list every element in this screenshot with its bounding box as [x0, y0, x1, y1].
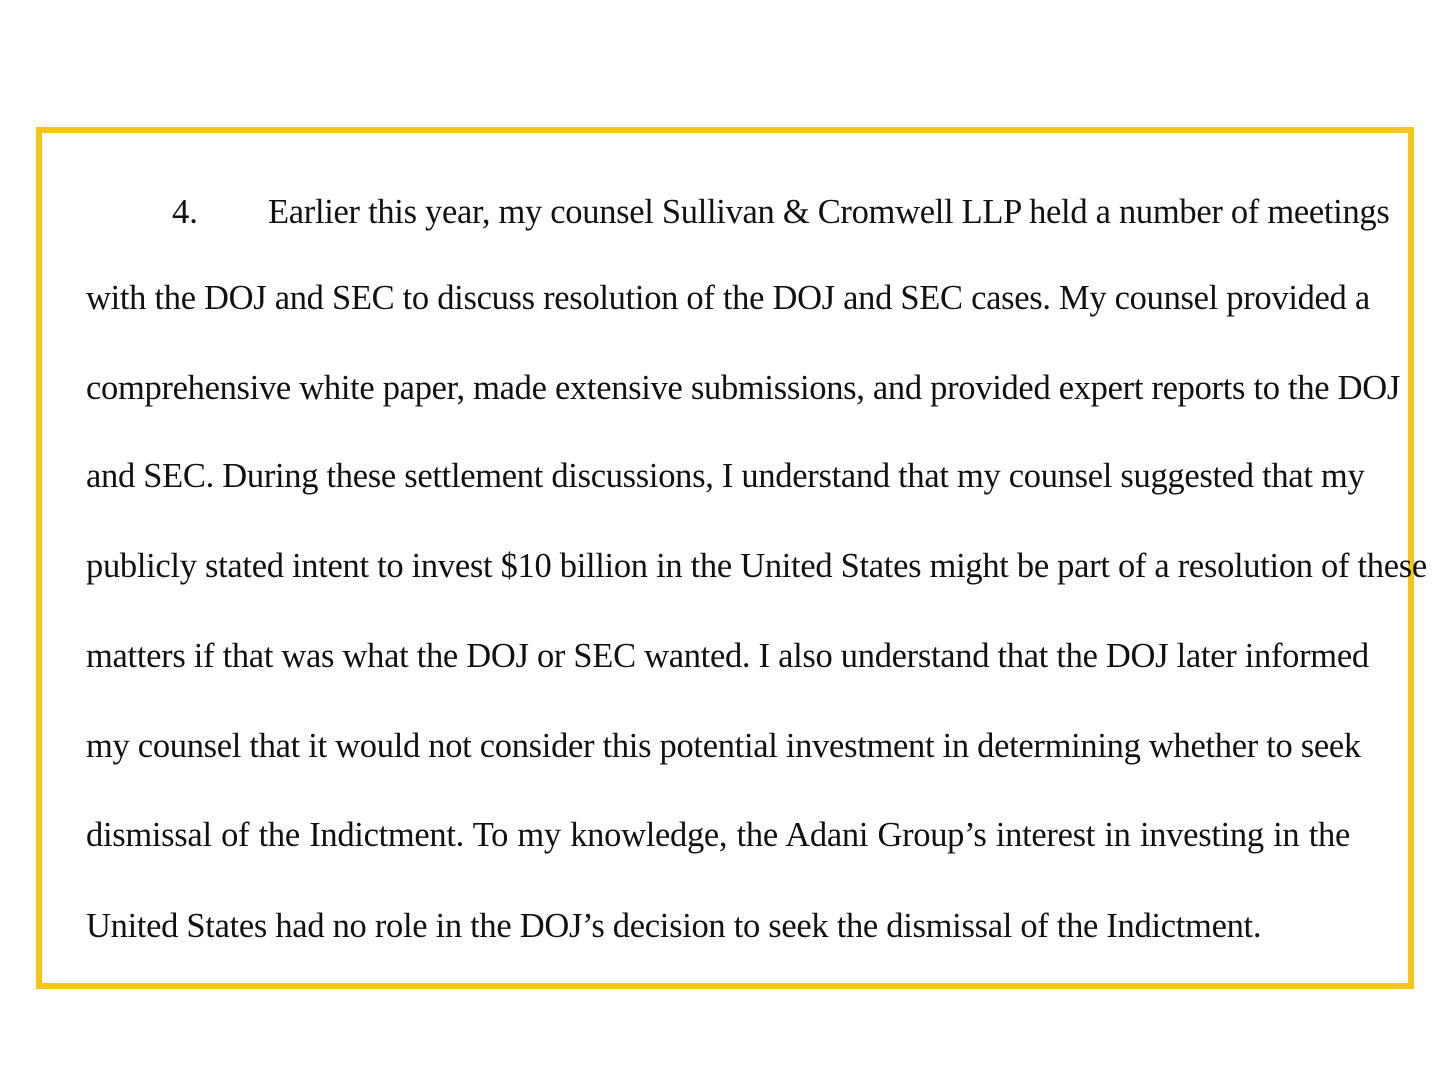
- paragraph-line-2: with the DOJ and SEC to discuss resolution of the DOJ and SEC cases. My counsel provided a: [86, 279, 1370, 317]
- paragraph-line-4: and SEC. During these settlement discussions, I understand that my counsel suggested that my: [86, 457, 1365, 495]
- paragraph-line-3: comprehensive white paper, made extensive submissions, and provided expert reports to the DOJ: [86, 369, 1400, 407]
- paragraph-line-8: dismissal of the Indictment. To my knowledge, the Adani Group’s interest in investing in the: [86, 816, 1350, 854]
- paragraph-number: 4.: [172, 193, 198, 231]
- paragraph-line-1: Earlier this year, my counsel Sullivan & Cromwell LLP held a number of meetings: [268, 193, 1390, 231]
- paragraph-line-6: matters if that was what the DOJ or SEC wanted. I also understand that the DOJ later informed: [86, 637, 1369, 675]
- paragraph-line-9: United States had no role in the DOJ’s decision to seek the dismissal of the Indictment.: [86, 907, 1262, 945]
- paragraph-line-7: my counsel that it would not consider this potential investment in determining whether to seek: [86, 727, 1361, 765]
- paragraph-line-5: publicly stated intent to invest $10 billion in the United States might be part of a resolution of these: [86, 547, 1427, 585]
